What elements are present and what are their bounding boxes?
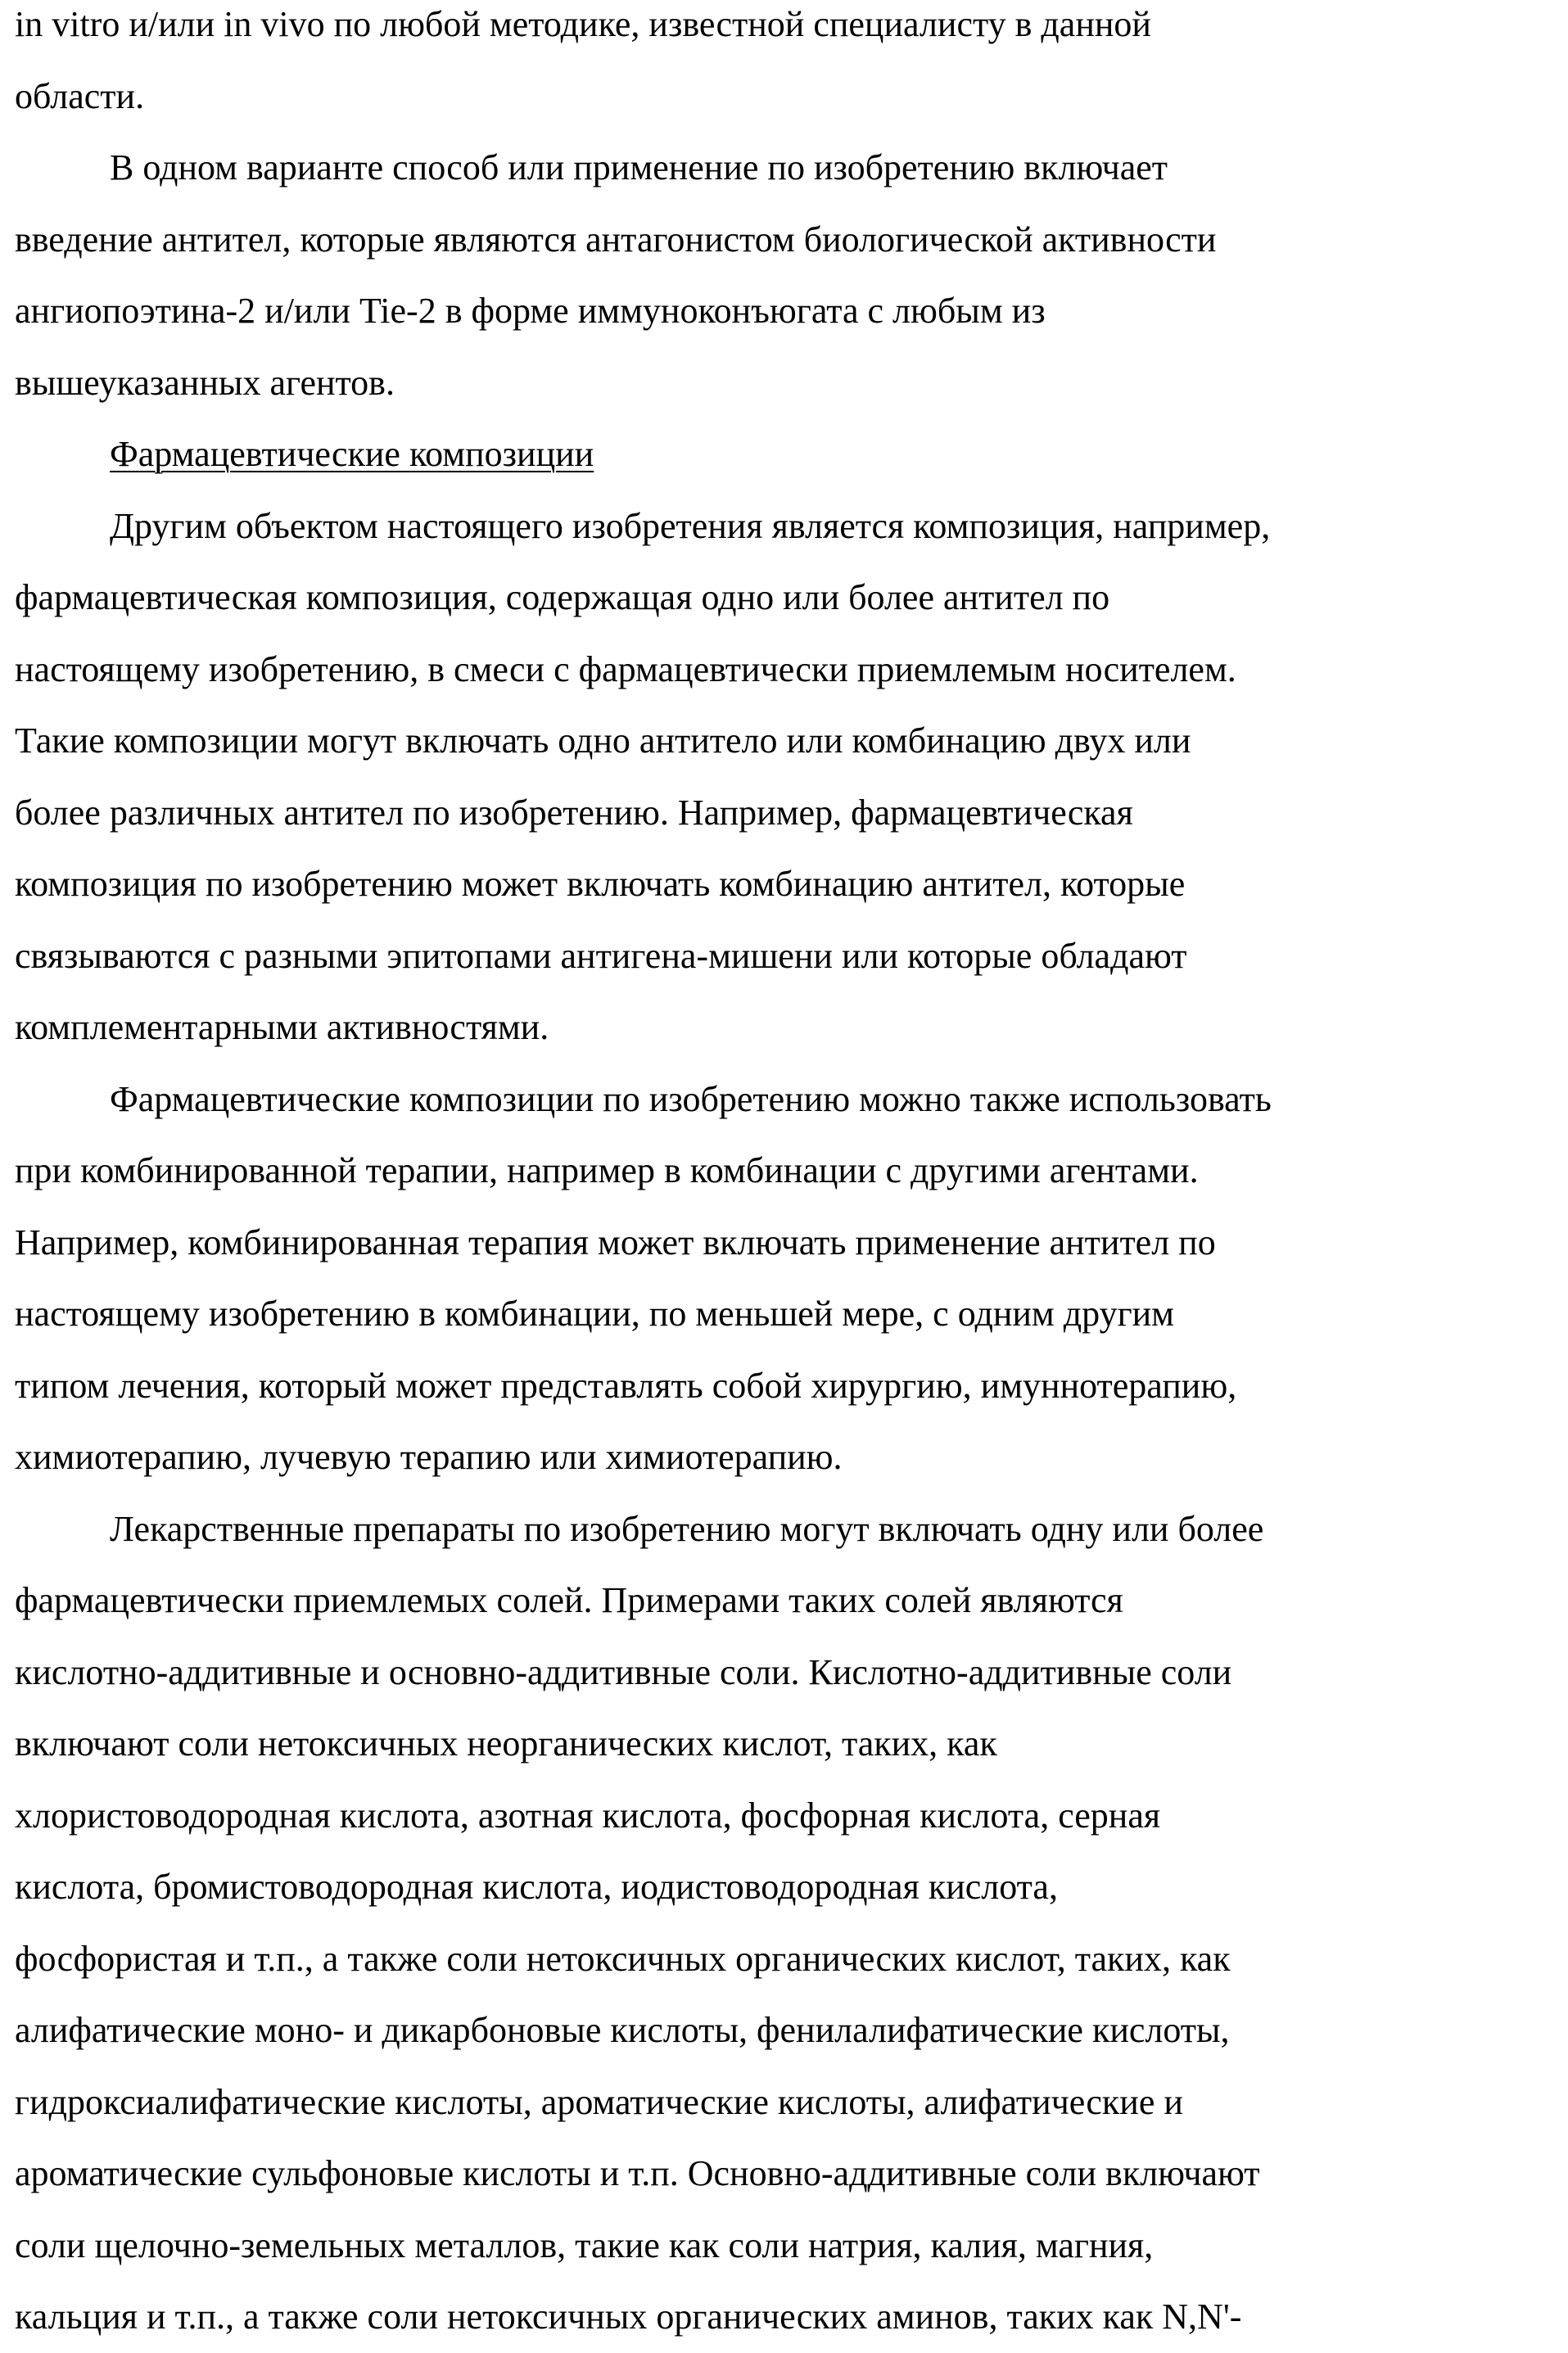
text-line-content: кислота, бромистоводородная кислота, иодистоводородная кислота, (15, 1867, 1058, 1907)
text-line-content: фармацевтическая композиция, содержащая одно или более антител по (15, 577, 1109, 617)
text-line-content: Такие композиции могут включать одно антитело или комбинацию двух или (15, 720, 1191, 761)
document-page (15, 0, 1568, 2353)
text-line-content: фосфористая и т.п., а также соли нетоксичных органических кислот, таких, как (15, 1939, 1231, 1979)
text-line-content: кальция и т.п., а также соли нетоксичных органических аминов, таких как N,N'- (15, 2297, 1241, 2337)
text-line (15, 562, 1568, 634)
text-line-content: настоящему изобретению в комбинации, по меньшей мере, с одним другим (15, 1294, 1174, 1334)
text-line (15, 1637, 1568, 1709)
text-line-content: более различных антител по изобретению. Например, фармацевтическая (15, 793, 1133, 833)
text-line-content: области. (15, 76, 144, 116)
text-line (15, 2281, 1568, 2353)
text-line (15, 275, 1568, 347)
text-line (15, 1207, 1568, 1279)
text-line-content: вышеуказанных агентов. (15, 363, 395, 403)
text-line-content: настоящему изобретению, в смеси с фармацевтически приемлемым носителем. (15, 649, 1236, 689)
text-line (15, 991, 1568, 1064)
text-line (15, 777, 1568, 849)
text-line (15, 2138, 1568, 2210)
text-line-content: ангиопоэтина-2 и/или Tie-2 в форме иммуноконъюгата с любым из (15, 291, 1046, 331)
text-line-content: химиотерапию, лучевую терапию или химиотерапию. (15, 1437, 843, 1477)
text-line (15, 347, 1568, 419)
text-line-content: хлористоводородная кислота, азотная кислота, фосфорная кислота, серная (15, 1795, 1160, 1836)
text-line (15, 2066, 1568, 2138)
text-line-content: связываются с разными эпитопами антигена-мишени или которые обладают (15, 936, 1187, 976)
text-line-content: гидроксиалифатические кислоты, ароматические кислоты, алифатические и (15, 2082, 1183, 2122)
text-line (15, 1923, 1568, 1995)
text-line (15, 1135, 1568, 1207)
text-line (15, 204, 1568, 276)
text-line-content: Другим объектом настоящего изобретения является композиция, например, (110, 506, 1270, 546)
text-line (15, 0, 1568, 61)
text-line (15, 61, 1568, 133)
text-line-content: ароматические сульфоновые кислоты и т.п. Основно-аддитивные соли включают (15, 2153, 1260, 2193)
text-line-content: типом лечения, который может представлять собой хирургию, имуннотерапию, (15, 1366, 1236, 1406)
text-line-content: Лекарственные препараты по изобретению могут включать одну или более (110, 1509, 1263, 1549)
text-line-content: композиция по изобретению может включать комбинацию антител, которые (15, 864, 1185, 904)
text-line (15, 1421, 1568, 1493)
text-line (15, 848, 1568, 920)
text-line-content: при комбинированной терапии, например в комбинации с другими агентами. (15, 1150, 1199, 1190)
text-line (15, 1350, 1568, 1422)
text-line (15, 1064, 1568, 1136)
text-line-content: кислотно-аддитивные и основно-аддитивные соли. Кислотно-аддитивные соли (15, 1652, 1231, 1692)
text-line-content: Фармацевтические композиции по изобретению можно также использовать (110, 1079, 1272, 1119)
text-line (15, 1278, 1568, 1350)
text-line-content: фармацевтически приемлемых солей. Примерами таких солей являются (15, 1580, 1123, 1620)
text-line (15, 2210, 1568, 2282)
text-line-content: Например, комбинированная терапия может включать применение антител по (15, 1222, 1216, 1262)
text-line-content: соли щелочно-земельных металлов, такие как соли натрия, калия, магния, (15, 2225, 1153, 2265)
text-line (15, 1565, 1568, 1637)
text-line-content: В одном варианте способ или применение по изобретению включает (110, 147, 1168, 187)
text-line (15, 1493, 1568, 1565)
text-line-content: in vitro и/или in vivo по любой методике, известной специалисту в данной (15, 4, 1151, 44)
text-line-content: комплементарными активностями. (15, 1007, 549, 1047)
text-line (15, 1780, 1568, 1852)
text-line (15, 1994, 1568, 2066)
text-line (15, 705, 1568, 777)
text-line (15, 490, 1568, 562)
text-line (15, 132, 1568, 204)
text-line (15, 920, 1568, 992)
text-line (15, 634, 1568, 706)
text-line (15, 1851, 1568, 1923)
section-heading: Фармацевтические композиции (110, 434, 594, 474)
text-line-content: введение антител, которые являются антагонистом биологической активности (15, 219, 1216, 260)
text-line-content: алифатические моно- и дикарбоновые кислоты, фенилалифатические кислоты, (15, 2010, 1230, 2050)
text-line-content: включают соли нетоксичных неорганических кислот, таких, как (15, 1723, 997, 1764)
section-heading-line (15, 418, 1568, 490)
text-line (15, 1708, 1568, 1780)
